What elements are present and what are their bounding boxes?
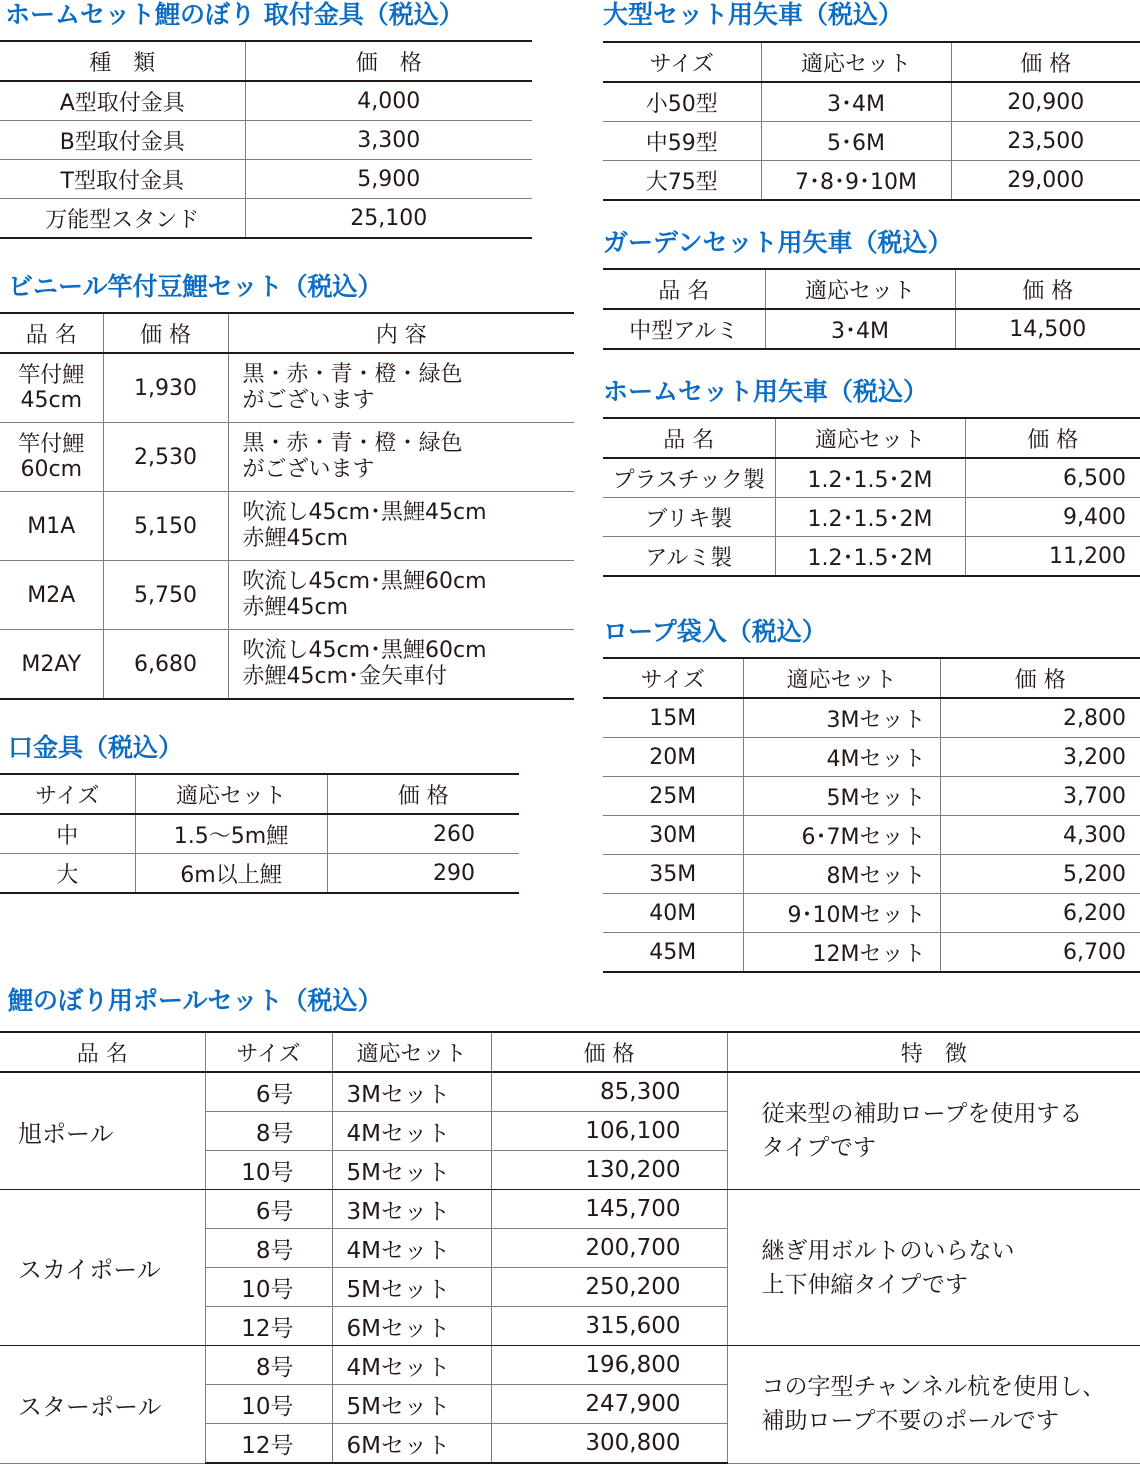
price-cell: 106,100 (491, 1112, 727, 1151)
table-row (603, 816, 1140, 855)
size-cell: 6号 (205, 1190, 332, 1229)
table-row (603, 498, 1140, 537)
set-cell: 3Mセット (743, 698, 940, 738)
vinyl-set-title: ビニール竿付豆鯉セット（税込） (8, 272, 383, 301)
column-header: 品 名 (0, 313, 103, 353)
price-cell: 2,800 (940, 698, 1140, 738)
column-header: 価 格 (965, 418, 1140, 458)
table-row (0, 1190, 1140, 1229)
item-name-cell (0, 423, 103, 492)
size-cell: 大 (0, 854, 135, 894)
size-cell: 30M (603, 816, 743, 855)
rope-bag-table (603, 657, 1140, 973)
price-cell: 2,530 (103, 423, 228, 492)
content-line2: 赤鯉45cm (242, 526, 349, 551)
set-cell: 6Mセット (332, 1307, 491, 1346)
price-cell: 5,750 (103, 561, 228, 630)
feature-line1: 従来型の補助ロープを使用する (761, 1101, 1083, 1127)
content-cell (228, 353, 574, 423)
price-cell: 290 (327, 854, 519, 894)
vinyl-set-table (0, 312, 574, 700)
content-line2: がございます (242, 457, 375, 482)
item-name-cell (0, 353, 103, 423)
column-header: 価 格 (491, 1032, 727, 1072)
set-cell: 9･10Mセット (743, 894, 940, 933)
set-cell: 3Mセット (332, 1072, 491, 1112)
pole-name-cell: スターポール (0, 1346, 205, 1464)
column-header: サイズ (205, 1032, 332, 1072)
item-name-cell: M1A (0, 492, 103, 561)
set-cell: 3Mセット (332, 1190, 491, 1229)
set-cell: 6m以上鯉 (135, 854, 327, 894)
feature-line1: 継ぎ用ボルトのいらない (761, 1237, 1015, 1264)
column-header: 価 格 (940, 658, 1140, 698)
table-row (0, 630, 574, 700)
home-fittings-table (0, 40, 532, 239)
table-header-row (0, 1032, 1140, 1072)
table-row (603, 537, 1140, 577)
column-header: サイズ (603, 658, 743, 698)
table-row (0, 160, 532, 199)
table-row (0, 854, 519, 894)
set-cell: 1.5〜5m鯉 (135, 814, 327, 854)
set-cell: 6Mセット (332, 1424, 491, 1464)
price-cell: 300,800 (491, 1424, 727, 1464)
column-header: 内 容 (228, 313, 574, 353)
garden-arrow-title: ガーデンセット用矢車（税込） (603, 228, 953, 257)
set-cell: 4Mセット (332, 1112, 491, 1151)
item-name-cell: 中型アルミ (603, 309, 765, 349)
home-arrow-table (603, 417, 1140, 577)
column-header: 価 格 (245, 41, 532, 81)
table-row (0, 814, 519, 854)
table-row (603, 777, 1140, 816)
column-header: 適応セット (761, 42, 951, 82)
column-header: 適応セット (775, 418, 965, 458)
table-row (0, 492, 574, 561)
price-cell: 260 (327, 814, 519, 854)
price-cell: 196,800 (491, 1346, 727, 1385)
price-cell: 6,700 (940, 933, 1140, 973)
set-cell: 1.2･1.5･2M (775, 537, 965, 577)
table-row (0, 423, 574, 492)
set-cell: 6･7Mセット (743, 816, 940, 855)
item-name-cell: A型取付金具 (0, 81, 245, 121)
set-cell: 1.2･1.5･2M (775, 498, 965, 537)
table-row (0, 81, 532, 121)
price-cell: 3,200 (940, 738, 1140, 777)
size-cell: 8号 (205, 1112, 332, 1151)
feature-cell (727, 1190, 1140, 1346)
pole-set-title: 鯉のぼり用ポールセット（税込） (8, 986, 383, 1015)
size-cell: 35M (603, 855, 743, 894)
feature-cell (727, 1346, 1140, 1464)
set-cell: 5･6M (761, 122, 951, 161)
price-cell: 3,300 (245, 121, 532, 160)
table-header-row (603, 269, 1140, 309)
column-header: 品 名 (603, 269, 765, 309)
price-cell: 130,200 (491, 1151, 727, 1190)
large-arrow-table (603, 41, 1140, 201)
table-row (603, 122, 1140, 161)
price-cell: 23,500 (951, 122, 1140, 161)
column-header: 種 類 (0, 41, 245, 81)
set-cell: 4Mセット (743, 738, 940, 777)
table-row (0, 1346, 1140, 1385)
size-cell: 20M (603, 738, 743, 777)
item-name-line1: 竿付鯉 (18, 363, 85, 388)
table-header-row (603, 42, 1140, 82)
set-cell: 7･8･9･10M (761, 161, 951, 201)
content-cell (228, 423, 574, 492)
price-cell: 4,300 (940, 816, 1140, 855)
size-cell: 10号 (205, 1268, 332, 1307)
item-name-cell: 万能型スタンド (0, 199, 245, 239)
table-row (603, 82, 1140, 122)
table-row (0, 199, 532, 239)
size-cell: 15M (603, 698, 743, 738)
content-line1: 吹流し45cm･黒鯉60cm (242, 638, 487, 663)
content-cell (228, 492, 574, 561)
column-header: 価 格 (327, 774, 519, 814)
column-header: 価 格 (103, 313, 228, 353)
price-cell: 5,150 (103, 492, 228, 561)
column-header: 品 名 (603, 418, 775, 458)
column-header: 品 名 (0, 1032, 205, 1072)
price-cell: 3,700 (940, 777, 1140, 816)
content-line2: 赤鯉45cm (242, 595, 349, 620)
price-cell: 6,200 (940, 894, 1140, 933)
price-cell: 11,200 (965, 537, 1140, 577)
table-row (0, 1072, 1140, 1112)
feature-line2: タイプです (761, 1135, 877, 1161)
content-line1: 黒・赤・青・橙・緑色 (242, 362, 463, 387)
column-header: 適応セット (135, 774, 327, 814)
table-row (0, 561, 574, 630)
mouth-fitting-title: 口金具（税込） (8, 733, 184, 762)
content-line1: 黒・赤・青・橙・緑色 (242, 431, 463, 456)
table-header-row (603, 418, 1140, 458)
size-cell: 40M (603, 894, 743, 933)
pole-name-cell: スカイポール (0, 1190, 205, 1346)
table-header-row (0, 41, 532, 81)
price-cell: 4,000 (245, 81, 532, 121)
content-line1: 吹流し45cm･黒鯉45cm (242, 500, 487, 525)
price-cell: 145,700 (491, 1190, 727, 1229)
set-cell: 4Mセット (332, 1346, 491, 1385)
mouth-fitting-table (0, 773, 519, 894)
home-arrow-title: ホームセット用矢車（税込） (603, 377, 929, 406)
table-row (603, 855, 1140, 894)
table-header-row (603, 658, 1140, 698)
content-line2: 赤鯉45cm･金矢車付 (242, 664, 448, 689)
garden-arrow-table (603, 268, 1140, 350)
size-cell: 8号 (205, 1346, 332, 1385)
column-header: 価 格 (955, 269, 1140, 309)
size-cell: 8号 (205, 1229, 332, 1268)
item-name-line2: 45cm (20, 388, 83, 413)
set-cell: 4Mセット (332, 1229, 491, 1268)
item-name-cell: アルミ製 (603, 537, 775, 577)
feature-line1: コの字型チャンネル杭を使用し、 (761, 1374, 1106, 1401)
price-cell: 250,200 (491, 1268, 727, 1307)
column-header: サイズ (603, 42, 761, 82)
set-cell: 12Mセット (743, 933, 940, 973)
size-cell: 大75型 (603, 161, 761, 201)
table-header-row (0, 313, 574, 353)
table-row (603, 933, 1140, 973)
set-cell: 5Mセット (332, 1151, 491, 1190)
column-header: 適応セット (743, 658, 940, 698)
content-line1: 吹流し45cm･黒鯉60cm (242, 569, 487, 594)
price-cell: 20,900 (951, 82, 1140, 122)
table-row (603, 309, 1140, 349)
pole-name-cell: 旭ポール (0, 1072, 205, 1190)
price-cell: 9,400 (965, 498, 1140, 537)
price-cell: 200,700 (491, 1229, 727, 1268)
content-line2: がございます (242, 388, 375, 413)
feature-cell (727, 1072, 1140, 1190)
column-header: 特 徴 (727, 1032, 1140, 1072)
size-cell: 小50型 (603, 82, 761, 122)
table-row (603, 458, 1140, 498)
item-name-cell: B型取付金具 (0, 121, 245, 160)
size-cell: 45M (603, 933, 743, 973)
set-cell: 5Mセット (332, 1385, 491, 1424)
price-cell: 5,900 (245, 160, 532, 199)
item-name-line2: 60cm (20, 457, 83, 482)
size-cell: 12号 (205, 1424, 332, 1464)
column-header: サイズ (0, 774, 135, 814)
price-cell: 25,100 (245, 199, 532, 239)
size-cell: 25M (603, 777, 743, 816)
size-cell: 中 (0, 814, 135, 854)
price-cell: 6,680 (103, 630, 228, 700)
price-cell: 5,200 (940, 855, 1140, 894)
home-fittings-title: ホームセット鯉のぼり 取付金具（税込） (5, 0, 464, 29)
table-row (603, 698, 1140, 738)
item-name-line1: 竿付鯉 (18, 432, 85, 457)
table-row (603, 894, 1140, 933)
price-cell: 247,900 (491, 1385, 727, 1424)
content-cell (228, 630, 574, 700)
large-arrow-title: 大型セット用矢車（税込） (603, 0, 904, 29)
size-cell: 10号 (205, 1385, 332, 1424)
size-cell: 12号 (205, 1307, 332, 1346)
set-cell: 1.2･1.5･2M (775, 458, 965, 498)
price-cell: 14,500 (955, 309, 1140, 349)
rope-bag-title: ロープ袋入（税込） (603, 617, 827, 646)
price-cell: 29,000 (951, 161, 1140, 201)
table-row (603, 738, 1140, 777)
item-name-cell: M2AY (0, 630, 103, 700)
size-cell: 中59型 (603, 122, 761, 161)
item-name-cell: M2A (0, 561, 103, 630)
pole-set-table (0, 1031, 1140, 1464)
column-header: 価 格 (951, 42, 1140, 82)
table-header-row (0, 774, 519, 814)
price-cell: 1,930 (103, 353, 228, 423)
feature-line2: 上下伸縮タイプです (761, 1271, 969, 1298)
item-name-cell: プラスチック製 (603, 458, 775, 498)
content-cell (228, 561, 574, 630)
table-row (0, 353, 574, 423)
price-cell: 6,500 (965, 458, 1140, 498)
set-cell: 3･4M (765, 309, 955, 349)
set-cell: 5Mセット (332, 1268, 491, 1307)
feature-line2: 補助ロープ不要のポールです (761, 1408, 1059, 1435)
price-cell: 85,300 (491, 1072, 727, 1112)
price-cell: 315,600 (491, 1307, 727, 1346)
item-name-cell: T型取付金具 (0, 160, 245, 199)
set-cell: 5Mセット (743, 777, 940, 816)
set-cell: 3･4M (761, 82, 951, 122)
set-cell: 8Mセット (743, 855, 940, 894)
table-row (0, 121, 532, 160)
column-header: 適応セット (332, 1032, 491, 1072)
size-cell: 6号 (205, 1072, 332, 1112)
item-name-cell: ブリキ製 (603, 498, 775, 537)
column-header: 適応セット (765, 269, 955, 309)
size-cell: 10号 (205, 1151, 332, 1190)
table-row (603, 161, 1140, 201)
